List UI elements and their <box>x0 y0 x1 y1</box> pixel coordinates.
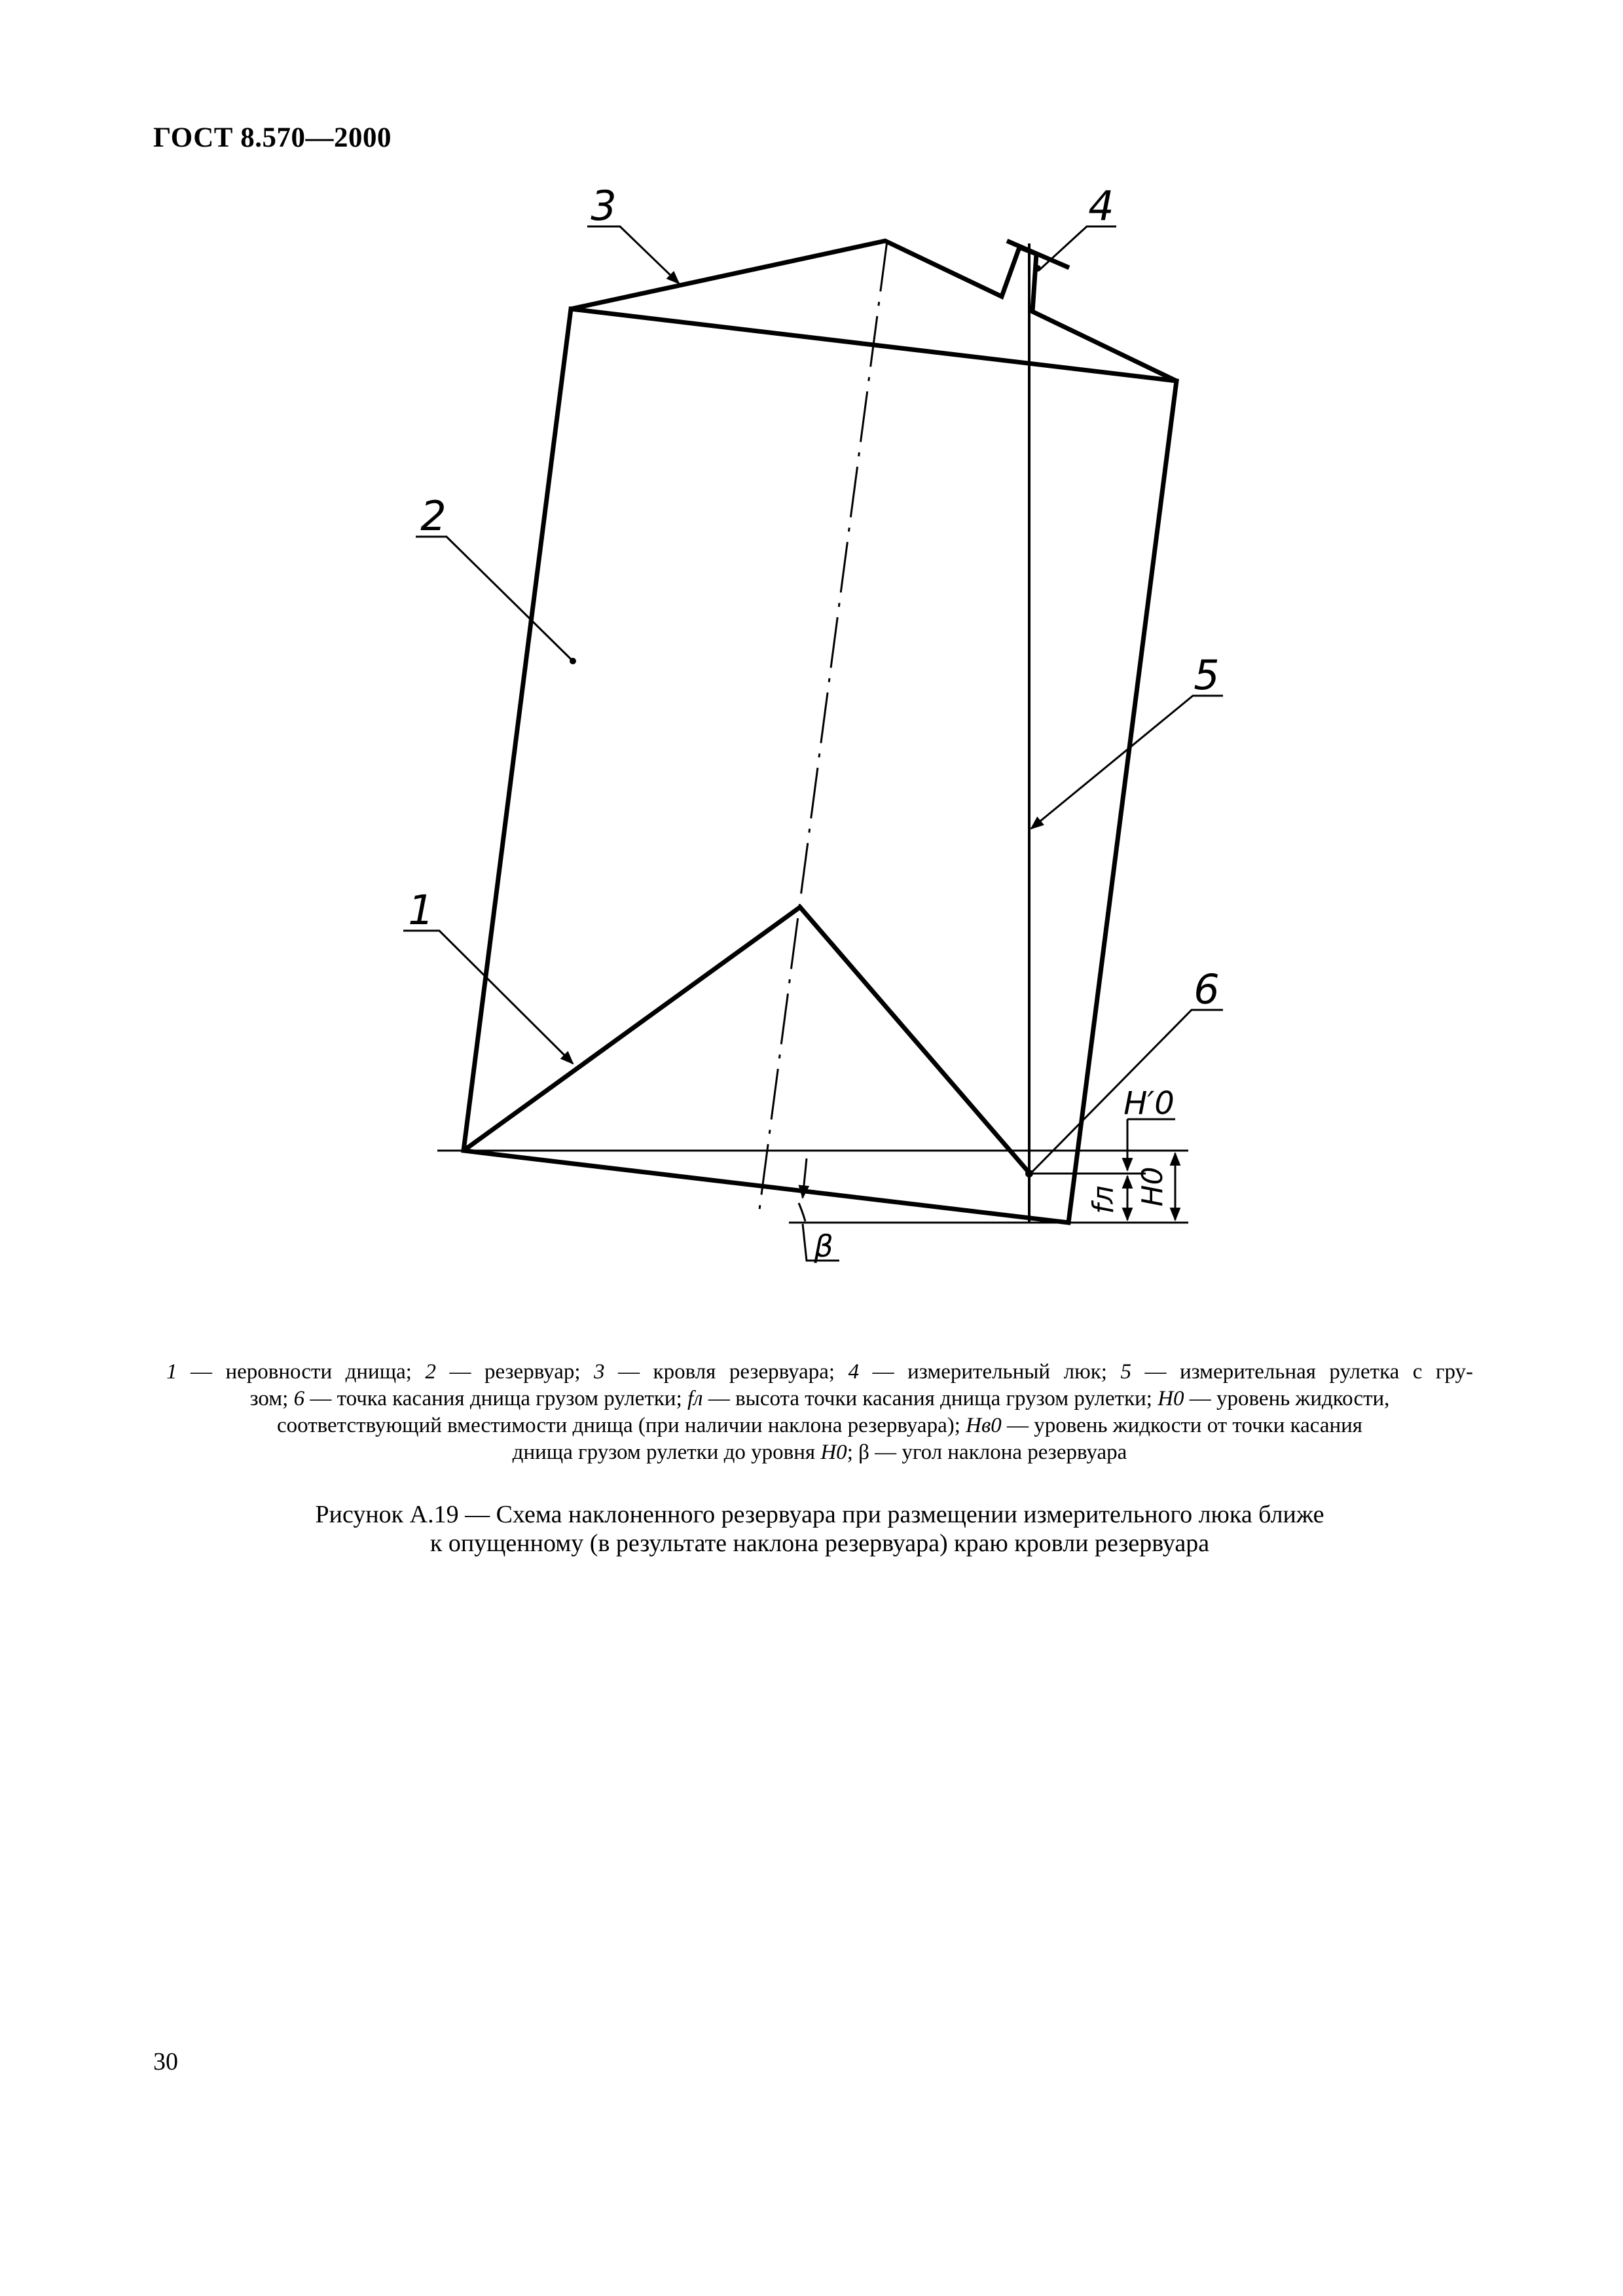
legend-term: 5 <box>1120 1360 1131 1384</box>
legend-term: Hв0 <box>966 1414 1002 1437</box>
beta-label: β <box>814 1229 833 1264</box>
figure-caption <box>166 1500 1473 1558</box>
leader-line-3 <box>587 226 679 283</box>
tank-outline <box>464 309 1176 1223</box>
callout-6: 6 <box>1194 965 1220 1013</box>
legend-line-3: соответствующий вместимости днища (при наличии наклона резервуара); Hв0 — уровень жидкости от точки касания <box>277 1414 1362 1437</box>
caption-line-1: Рисунок А.19 — Схема наклоненного резервуара при размещении измерительного люка ближе <box>315 1501 1324 1528</box>
legend-term: H0 <box>1158 1387 1184 1410</box>
figure-legend <box>166 1359 1473 1466</box>
callout-4: 4 <box>1088 182 1114 230</box>
h0-label: H0 <box>1136 1166 1169 1207</box>
tank-roof <box>571 241 1176 381</box>
f-label: fл <box>1087 1185 1120 1214</box>
callout-3: 3 <box>591 182 617 230</box>
callout-2: 2 <box>420 492 447 540</box>
legend-term: fл <box>687 1387 703 1410</box>
legend-line-4: днища грузом рулетки до уровня H0; β — угол наклона резервуара <box>512 1441 1127 1464</box>
caption-line-2: к опущенному (в результате наклона резервуара) краю кровли резервуара <box>429 1530 1210 1557</box>
leader-line-4 <box>1040 226 1116 270</box>
legend-term: 1 <box>166 1360 177 1384</box>
tank-axis <box>759 241 887 1210</box>
legend-term: 6 <box>293 1387 305 1410</box>
h0-prime-label: H′0 <box>1123 1085 1175 1122</box>
beta-angle-arc <box>799 1203 805 1221</box>
legend-line-2: зом; 6 — точка касания днища грузом рулетки; fл — высота точки касания днища грузом рулетки; H0 — уровень жидкости, <box>249 1387 1390 1410</box>
page-number: 30 <box>153 2048 178 2075</box>
legend-term: 2 <box>425 1360 436 1384</box>
legend-line-1: 1 — неровности днища; 2 — резервуар; 3 — кровля резервуара; 4 — измерительный люк; 5 — измерительная рулетка с гру- <box>166 1360 1474 1384</box>
callout-5: 5 <box>1194 651 1220 699</box>
legend-term: 4 <box>848 1360 860 1384</box>
legend-term: 3 <box>594 1360 605 1384</box>
legend-term: H0 <box>820 1441 847 1464</box>
callout-1: 1 <box>408 886 434 934</box>
document-header: ГОСТ 8.570—2000 <box>153 122 392 153</box>
tank-point <box>570 658 576 664</box>
leader-line-2 <box>416 537 573 661</box>
